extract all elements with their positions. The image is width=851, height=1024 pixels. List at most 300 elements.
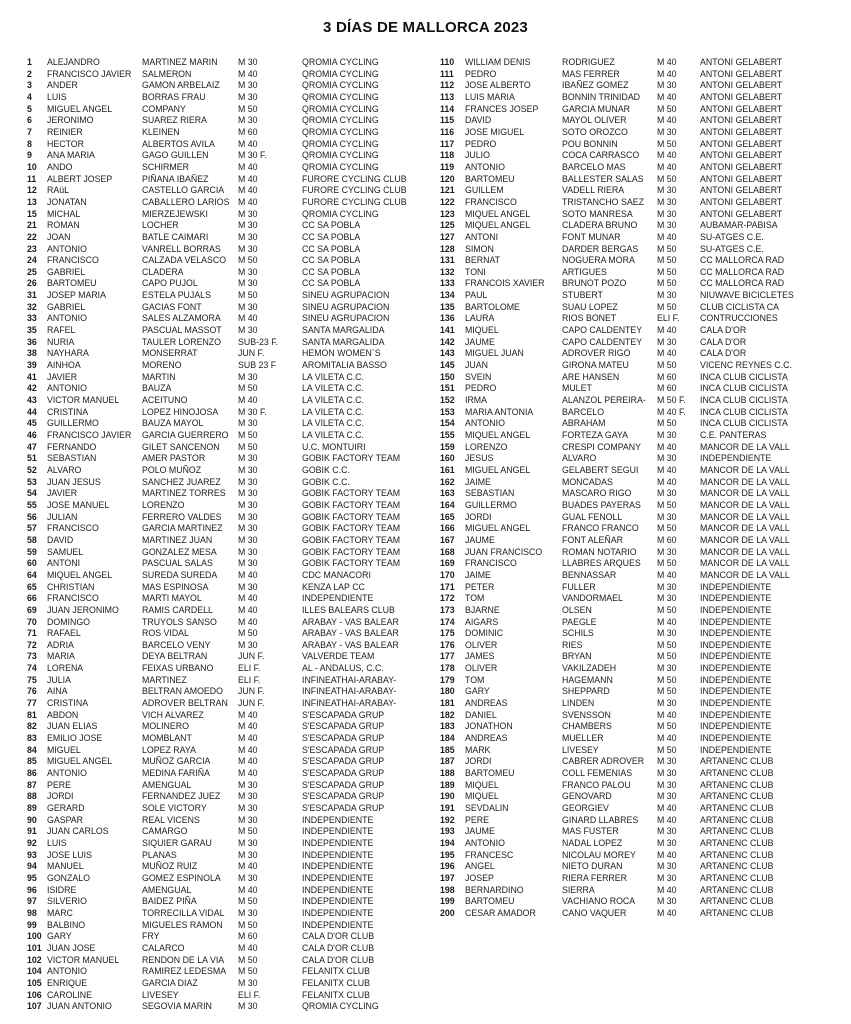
club-name: INCA CLUB CICLISTA <box>700 383 788 394</box>
last-name: COCA CARRASCO <box>562 150 640 161</box>
participant-row <box>440 686 844 698</box>
participant-row <box>440 535 844 547</box>
club-name: U.C. MONTUIRI <box>302 441 366 452</box>
category-label: M 30 <box>238 791 258 802</box>
bib-number: 65 <box>27 581 37 592</box>
category-label: M 40 <box>238 593 258 604</box>
club-name: INDEPENDIENTE <box>302 826 374 837</box>
club-name: INDEPENDIENTE <box>302 593 374 604</box>
category-label: M 50 F. <box>657 395 686 406</box>
bib-number: 43 <box>27 395 37 406</box>
bib-number: 64 <box>27 569 37 580</box>
category-label: M 40 <box>657 464 677 475</box>
category-label: M 30 <box>657 336 677 347</box>
participant-row <box>27 966 431 978</box>
last-name: TAULER LORENZO <box>142 336 222 347</box>
first-name: JAVIER <box>47 371 78 382</box>
participant-row <box>440 628 844 640</box>
last-name: CALARCO <box>142 942 185 953</box>
category-label: M 60 <box>657 371 677 382</box>
bib-number: 134 <box>440 290 455 301</box>
category-label: M 40 <box>657 849 677 860</box>
club-name: S'ESCAPADA GRUP <box>302 733 385 744</box>
category-label: M 30 <box>657 593 677 604</box>
bib-number: 70 <box>27 616 37 627</box>
last-name: GIRONA MATEU <box>562 360 629 371</box>
first-name: MIGUEL ANGEL <box>465 523 531 534</box>
last-name: LOCHER <box>142 220 179 231</box>
club-name: SU-ATGES C.E. <box>700 231 764 242</box>
participant-row <box>27 162 431 174</box>
club-name: CC SA POBLA <box>302 278 361 289</box>
bib-number: 9 <box>27 150 32 161</box>
last-name: MAS FERRER <box>562 68 620 79</box>
first-name: ANA MARIA <box>47 150 95 161</box>
first-name: JUAN JERONIMO <box>47 604 119 615</box>
participant-row <box>27 523 431 535</box>
bib-number: 200 <box>440 907 455 918</box>
bib-number: 60 <box>27 558 37 569</box>
first-name: BARTOLOME <box>465 301 520 312</box>
club-name: INDEPENDIENTE <box>700 709 772 720</box>
first-name: ANDREAS <box>465 733 508 744</box>
last-name: BAUZA MAYOL <box>142 418 204 429</box>
last-name: RAMIREZ LEDESMA <box>142 966 227 977</box>
participant-row <box>440 488 844 500</box>
category-label: M 50 <box>657 255 677 266</box>
club-name: LA VILETA C.C. <box>302 371 364 382</box>
bib-number: 120 <box>440 173 455 184</box>
club-name: MANCOR DE LA VALL <box>700 511 790 522</box>
bib-number: 33 <box>27 313 37 324</box>
last-name: BARCELO <box>562 406 605 417</box>
first-name: OLIVER <box>465 663 498 674</box>
participant-row <box>440 803 844 815</box>
participant-row <box>27 244 431 256</box>
club-name: GOBIK C.C. <box>302 476 350 487</box>
participant-row <box>27 733 431 745</box>
club-name: INDEPENDIENTE <box>700 604 772 615</box>
bib-number: 122 <box>440 196 455 207</box>
club-name: CC SA POBLA <box>302 255 361 266</box>
participant-row <box>440 278 844 290</box>
category-label: M 50 <box>657 651 677 662</box>
first-name: SEVDALIN <box>465 803 509 813</box>
participant-row <box>440 442 844 454</box>
last-name: SEGOVIA MARIN <box>142 1001 212 1012</box>
category-label: M 40 <box>657 348 677 359</box>
category-label: M 30 <box>238 57 258 67</box>
participant-row <box>440 244 844 256</box>
first-name: JAIME <box>465 476 491 487</box>
first-name: JUAN <box>465 360 488 371</box>
category-label: M 30 <box>238 639 258 650</box>
club-name: MANCOR DE LA VALL <box>700 488 790 499</box>
bib-number: 159 <box>440 441 455 452</box>
club-name: MANCOR DE LA VALL <box>700 499 790 510</box>
bib-number: 4 <box>27 91 32 102</box>
last-name: SIERRA <box>562 884 595 895</box>
last-name: ROMAN NOTARIO <box>562 546 637 557</box>
last-name: SOLE VICTORY <box>142 803 207 813</box>
club-name: INDEPENDIENTE <box>302 814 374 825</box>
category-label: M 50 <box>238 441 258 452</box>
last-name: ROS VIDAL <box>142 628 189 639</box>
club-name: CALA D'OR <box>700 336 747 347</box>
category-label: M 30 <box>238 231 258 242</box>
club-name: ARTANENC CLUB <box>700 861 774 872</box>
participant-row <box>27 803 431 815</box>
category-label: M 50 <box>238 919 258 930</box>
participant-row <box>440 174 844 186</box>
first-name: JESUS <box>465 453 494 464</box>
last-name: GARCIA DIAZ <box>142 977 198 988</box>
category-label: M 50 <box>657 604 677 615</box>
bib-number: 162 <box>440 476 455 487</box>
participant-row <box>440 838 844 850</box>
participant-row <box>27 92 431 104</box>
participant-row <box>27 150 431 162</box>
club-name: INFINEATHAI-ARABAY- <box>302 698 397 709</box>
category-label: M 40 <box>238 604 258 615</box>
participant-row <box>440 92 844 104</box>
last-name: ADROVER RIGO <box>562 348 631 359</box>
category-label: M 30 <box>238 872 258 883</box>
bib-number: 173 <box>440 604 455 615</box>
category-label: M 50 <box>657 674 677 685</box>
participant-row <box>27 290 431 302</box>
first-name: BERNAT <box>465 255 501 266</box>
participant-row <box>440 360 844 372</box>
participant-row <box>440 593 844 605</box>
participant-row <box>440 698 844 710</box>
last-name: ALANZOL PEREIRA- <box>562 395 646 406</box>
category-label: M 30 <box>238 814 258 825</box>
club-name: QROMIA CYCLING <box>302 91 379 102</box>
club-name: CDC MANACORI <box>302 569 371 580</box>
participant-row <box>440 873 844 885</box>
participant-row <box>440 267 844 279</box>
bib-number: 161 <box>440 464 455 475</box>
category-label: SUB 23 F <box>238 360 277 371</box>
bib-number: 112 <box>440 80 455 91</box>
club-name: CC MALLORCA RAD <box>700 278 785 289</box>
bib-number: 32 <box>27 301 37 312</box>
club-name: AROMITALIA BASSO <box>302 360 387 371</box>
first-name: CHRISTIAN <box>47 581 95 592</box>
bib-number: 92 <box>27 837 37 848</box>
club-name: FURORE CYCLING CLUB <box>302 196 407 207</box>
participant-row <box>27 896 431 908</box>
category-label: M 40 <box>238 616 258 627</box>
first-name: HECTOR <box>47 138 84 149</box>
participant-row <box>440 675 844 687</box>
bib-number: 111 <box>440 68 454 79</box>
club-name: ARTANENC CLUB <box>700 907 774 918</box>
last-name: HAGEMANN <box>562 674 613 685</box>
first-name: ANDO <box>47 161 73 172</box>
participant-row <box>440 255 844 267</box>
first-name: VICTOR MANUEL <box>47 954 120 965</box>
club-name: ARTANENC CLUB <box>700 884 774 895</box>
last-name: MORENO <box>142 360 182 371</box>
last-name: SALMERON <box>142 68 192 79</box>
club-name: CC SA POBLA <box>302 243 361 254</box>
last-name: SCHIRMER <box>142 161 189 172</box>
bib-number: 24 <box>27 255 37 266</box>
last-name: GARCIA MARTINEZ <box>142 523 223 534</box>
club-name: INDEPENDIENTE <box>700 628 772 639</box>
category-label: M 40 <box>657 150 677 161</box>
last-name: VADELL RIERA <box>562 185 625 196</box>
bib-number: 104 <box>27 966 42 977</box>
club-name: INDEPENDIENTE <box>302 837 374 848</box>
bib-number: 56 <box>27 511 37 522</box>
bib-number: 107 <box>27 1001 42 1012</box>
category-label: M 30 <box>657 779 677 790</box>
participant-row <box>27 220 431 232</box>
last-name: GEORGIEV <box>562 803 609 813</box>
last-name: GACIAS FONT <box>142 301 202 312</box>
participant-row <box>27 721 431 733</box>
bib-number: 36 <box>27 336 37 347</box>
category-label: M 50 <box>238 826 258 837</box>
category-label: M 30 <box>238 837 258 848</box>
bib-number: 3 <box>27 80 32 91</box>
club-name: FELANITX CLUB <box>302 977 370 988</box>
first-name: DANIEL <box>465 709 497 720</box>
first-name: MIGUEL ANGEL <box>465 464 531 475</box>
category-label: M 40 <box>238 173 258 184</box>
last-name: BATLE CAIMARI <box>142 231 209 242</box>
last-name: DEYA BELTRAN <box>142 651 208 662</box>
last-name: LIVESEY <box>142 989 179 1000</box>
category-label: M 40 <box>238 756 258 767</box>
bib-number: 196 <box>440 861 455 872</box>
category-label: M 40 <box>238 733 258 744</box>
participant-row <box>27 885 431 897</box>
first-name: GASPAR <box>47 814 84 825</box>
category-label: M 30 F. <box>238 150 267 161</box>
participant-row <box>440 710 844 722</box>
first-name: LORENZO <box>465 441 508 452</box>
category-label: M 30 <box>238 581 258 592</box>
category-label: M 30 <box>238 907 258 918</box>
club-name: ANTONI GELABERT <box>700 161 783 172</box>
first-name: PEDRO <box>465 68 497 79</box>
first-name: ANTONIO <box>465 837 505 848</box>
category-label: M 30 <box>657 453 677 464</box>
category-label: JUN F. <box>238 651 265 662</box>
bib-number: 197 <box>440 872 455 883</box>
club-name: ARABAY - VAS BALEAR <box>302 639 399 650</box>
participant-row <box>27 80 431 92</box>
bib-number: 83 <box>27 733 37 744</box>
participant-list-right-column <box>440 57 844 920</box>
bib-number: 46 <box>27 430 37 440</box>
bib-number: 188 <box>440 768 455 779</box>
category-label: M 30 <box>657 208 677 219</box>
category-label: M 40 <box>238 569 258 580</box>
last-name: AMENGUAL <box>142 884 192 895</box>
first-name: CRISTINA <box>47 698 89 709</box>
first-name: ALEJANDRO <box>47 57 100 67</box>
club-name: INDEPENDIENTE <box>700 593 772 604</box>
bib-number: 185 <box>440 744 455 755</box>
first-name: GARY <box>47 931 72 942</box>
bib-number: 31 <box>27 290 37 301</box>
bib-number: 195 <box>440 849 455 860</box>
category-label: M 30 <box>657 220 677 231</box>
participant-row <box>27 686 431 698</box>
first-name: DOMINIC <box>465 628 504 639</box>
club-name: INFINEATHAI-ARABAY- <box>302 686 397 697</box>
category-label: M 30 <box>657 826 677 837</box>
category-label: M 30 <box>657 511 677 522</box>
category-label: M 30 <box>238 80 258 91</box>
bib-number: 66 <box>27 593 37 604</box>
club-name: QROMIA CYCLING <box>302 150 379 161</box>
participant-row <box>440 605 844 617</box>
first-name: RAFEL <box>47 325 76 336</box>
club-name: GOBIK FACTORY TEAM <box>302 511 401 522</box>
last-name: CANO VAQUER <box>562 907 627 918</box>
participant-row <box>440 69 844 81</box>
bib-number: 84 <box>27 744 37 755</box>
last-name: NICOLAU MOREY <box>562 849 636 860</box>
last-name: SUAU LOPEZ <box>562 301 618 312</box>
club-name: SINEU AGRUPACION <box>302 313 390 324</box>
participant-row <box>440 197 844 209</box>
bib-number: 190 <box>440 791 455 802</box>
club-name: SANTA MARGALIDA <box>302 325 385 336</box>
first-name: GUILLERMO <box>465 499 517 510</box>
first-name: WILLIAM DENIS <box>465 57 531 67</box>
first-name: REINIER <box>47 126 83 137</box>
participant-row <box>27 488 431 500</box>
category-label: M 40 <box>238 161 258 172</box>
last-name: TRUYOLS SANSO <box>142 616 217 627</box>
participant-row <box>27 675 431 687</box>
participant-row <box>440 395 844 407</box>
last-name: BORRAS FRAU <box>142 91 206 102</box>
category-label: M 50 <box>238 290 258 301</box>
participant-row <box>440 57 844 69</box>
last-name: ADROVER BELTRAN <box>142 698 228 709</box>
first-name: JORDI <box>465 511 492 522</box>
bib-number: 114 <box>440 103 455 114</box>
last-name: ACEITUNO <box>142 395 188 406</box>
last-name: MUÑOZ GARCIA <box>142 756 211 767</box>
club-name: ARTANENC CLUB <box>700 779 774 790</box>
bib-number: 99 <box>27 919 37 930</box>
last-name: MIGUELES RAMON <box>142 919 223 930</box>
participant-row <box>440 80 844 92</box>
participant-row <box>27 383 431 395</box>
category-label: M 30 <box>657 872 677 883</box>
last-name: VICH ALVAREZ <box>142 709 204 720</box>
club-name: INDEPENDIENTE <box>700 744 772 755</box>
first-name: NAYHARA <box>47 348 89 359</box>
first-name: GABRIEL <box>47 266 86 277</box>
last-name: OLSEN <box>562 604 592 615</box>
participant-row <box>27 535 431 547</box>
bib-number: 178 <box>440 663 455 674</box>
last-name: BAIDEZ PIÑA <box>142 896 197 907</box>
last-name: FULLER <box>562 581 596 592</box>
club-name: CALA D'OR <box>700 348 747 359</box>
category-label: M 30 <box>657 628 677 639</box>
first-name: AINA <box>47 686 68 697</box>
first-name: VICTOR MANUEL <box>47 395 120 406</box>
first-name: ENRIQUE <box>47 977 88 988</box>
club-name: INDEPENDIENTE <box>700 651 772 662</box>
first-name: PETER <box>465 581 495 592</box>
bib-number: 51 <box>27 453 37 464</box>
club-name: LA VILETA C.C. <box>302 383 364 394</box>
bib-number: 100 <box>27 931 42 942</box>
club-name: SANTA MARGALIDA <box>302 336 385 347</box>
first-name: CESAR AMADOR <box>465 907 536 918</box>
category-label: M 40 <box>238 768 258 779</box>
club-name: AUBAMAR-PABISA <box>700 220 778 231</box>
club-name: INCA CLUB CICLISTA <box>700 418 788 429</box>
first-name: JOSE MIGUEL <box>465 126 525 137</box>
participant-row <box>27 605 431 617</box>
first-name: FRANCISCO JAVIER <box>47 68 132 79</box>
first-name: ANGEL <box>465 861 495 872</box>
participant-row <box>27 255 431 267</box>
participant-row <box>27 955 431 967</box>
bib-number: 123 <box>440 208 455 219</box>
first-name: MICHAL <box>47 208 81 219</box>
last-name: ALBERTOS AVILA <box>142 138 215 149</box>
participant-row <box>27 442 431 454</box>
participant-row <box>27 430 431 442</box>
participant-row <box>27 127 431 139</box>
participant-row <box>27 418 431 430</box>
last-name: MARTINEZ TORRES <box>142 488 226 499</box>
last-name: BELTRAN AMOEDO <box>142 686 223 697</box>
category-label: M 50 <box>657 639 677 650</box>
club-name: LA VILETA C.C. <box>302 430 364 440</box>
participant-row <box>440 348 844 360</box>
bib-number: 22 <box>27 231 37 242</box>
club-name: LA VILETA C.C. <box>302 418 364 429</box>
participant-row <box>27 278 431 290</box>
bib-number: 174 <box>440 616 455 627</box>
bib-number: 76 <box>27 686 37 697</box>
category-label: M 40 <box>657 733 677 744</box>
participant-row <box>440 127 844 139</box>
club-name: QROMIA CYCLING <box>302 80 379 91</box>
category-label: M 50 <box>238 896 258 907</box>
first-name: JAIME <box>465 569 491 580</box>
club-name: CALA D'OR CLUB <box>302 954 375 965</box>
last-name: MIERZEJEWSKI <box>142 208 208 219</box>
participant-row <box>440 651 844 663</box>
bib-number: 121 <box>440 185 455 196</box>
bib-number: 172 <box>440 593 455 604</box>
club-name: INDEPENDIENTE <box>700 686 772 697</box>
last-name: RENDON DE LA VIA <box>142 954 225 965</box>
category-label: M 30 <box>238 476 258 487</box>
club-name: FURORE CYCLING CLUB <box>302 173 407 184</box>
first-name: AINHOA <box>47 360 81 371</box>
category-label: M 50 <box>657 301 677 312</box>
first-name: LUIS <box>47 91 67 102</box>
club-name: S'ESCAPADA GRUP <box>302 791 385 802</box>
